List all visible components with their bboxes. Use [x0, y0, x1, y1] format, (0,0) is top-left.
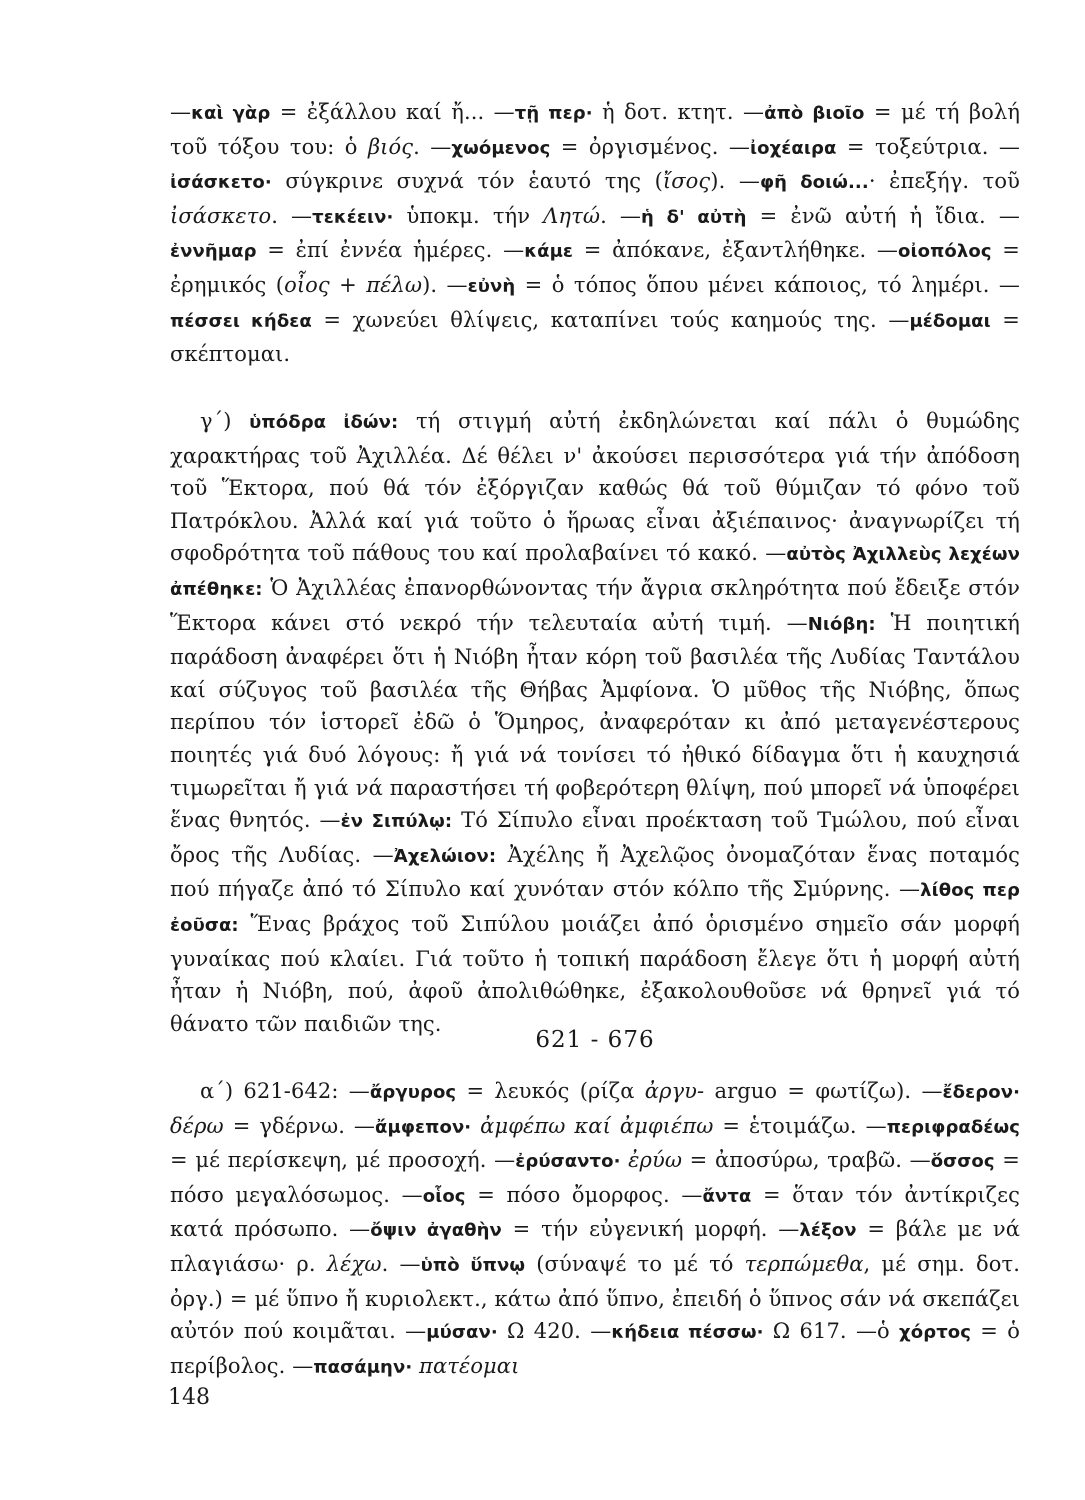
commentary-paragraph-2 [170, 405, 1020, 1040]
body-text: = ὁ τόπος ὅπου μένει κάποιος, τό λημέρι. — [515, 272, 1020, 297]
body-text: ). — [710, 169, 760, 194]
body-text: = μέ περίσκεψη, μέ προσοχή. — [170, 1148, 516, 1173]
italic-text: δέρω [170, 1113, 224, 1138]
lemma-term: μύσαν· [426, 1322, 498, 1344]
lemma-term: λίθος περ ἐοῦσα: [170, 880, 1020, 936]
body-text: = ἐπί ἐννέα ἡμέρες. — [256, 238, 525, 263]
body-text: = ἑτοιμάζω. — [713, 1113, 887, 1138]
lemma-term: ἡ δ' αὐτὴ [641, 206, 747, 228]
lemma-term: ἰοχέαιρα [750, 137, 837, 159]
body-text: . — [600, 203, 642, 228]
commentary-paragraph-3 [170, 1075, 1020, 1384]
body-text: = ἐνῶ αὐτή ἡ ἴδια. — [746, 203, 1021, 228]
body-text: Ὁ Ἀχιλλέας ἐπανορθώνοντας τήν ἄγρια σκληρότητα πού ἔδειξε στόν Ἕκτορα κάνει στό νεκρό τήν τελευταία αὐτή τιμή. — [170, 575, 1020, 635]
lemma-term: οἷος [422, 1185, 466, 1207]
lemma-term: πέσσει κήδεα [170, 310, 312, 332]
body-text: = ἐξάλλου καί ἤ... — [270, 100, 515, 124]
italic-text: λέχω [326, 1251, 382, 1276]
italic-text: ἀμφέπω καί ἀμφιέπω [480, 1113, 714, 1138]
body-text: · ἐπεξήγ. τοῦ [868, 169, 1020, 194]
lemma-term: κήδεια πέσσω· [611, 1322, 764, 1344]
lemma-term: ἰσάσκετο· [170, 172, 272, 194]
page-number: 148 [168, 1385, 210, 1410]
lemma-term: ὑπόδρα ἰδών: [249, 412, 399, 433]
body-text: . — [271, 203, 313, 228]
body-text: . — [381, 1251, 421, 1276]
body-text: = τήν εὐγενική μορφή. — [501, 1217, 800, 1242]
body-text: = ὁ περίβολος. — [170, 1319, 1020, 1378]
italic-text: τερπώμεθα [744, 1251, 864, 1276]
body-text: = ἀπόκανε, ἐξαντλήθηκε. — [573, 238, 899, 263]
body-text: arguo = φωτίζω). — [704, 1079, 943, 1103]
body-text: ). — [422, 272, 468, 297]
lemma-term: τεκέειν· [312, 206, 394, 228]
lemma-term: καὶ γὰρ [191, 103, 271, 124]
body-text: σύγκρινε συχνά τόν ἑαυτό της ( [271, 169, 663, 194]
lemma-term: ἔδερον· [942, 1082, 1021, 1103]
italic-text: οἶος + πέλω [284, 272, 423, 297]
body-text: . — [413, 134, 452, 159]
body-text: = ὅταν τόν ἀντίκριζες κατά πρόσωπο. — [170, 1182, 1020, 1242]
lemma-term: ἐννῆμαρ [170, 241, 257, 263]
lemma-term: ὑπὸ ὕπνῳ [420, 1254, 526, 1276]
italic-text: πατέομαι [419, 1353, 520, 1378]
body-text: = ἀποσύρω, τραβῶ. — [682, 1148, 931, 1173]
italic-text: βιός [367, 134, 414, 159]
lemma-term: φῆ δοιώ... [759, 172, 869, 194]
body-text: (σύναψέ το μέ τό [525, 1251, 745, 1276]
italic-text: ἰσάσκετο [170, 203, 272, 228]
lemma-term: πασάμην· [313, 1356, 413, 1378]
body-text: = πόσο ὄμορφος. — [465, 1182, 703, 1207]
body-text: Ἕνας βράχος τοῦ Σιπύλου μοιάζει ἀπό ὁρισμένο σημεῖο σάν μορφή γυναίκας πού κλαίει. Γιά τοῦτο ἡ τοπική παράδοση ἔλεγε ὅτι ἡ μορφή αὐτή ἦταν ἡ Νιόβη, πού, ἀφοῦ ἀπολιθώθηκε, ἐξακολουθοῦσε νά θρηνεῖ γιά τό θάνατο τῶν παιδιῶν της. [170, 911, 1020, 1036]
body-text: = ἐρημικός ( [170, 238, 1020, 297]
body-text: ἡ δοτ. κτητ. — [592, 100, 765, 124]
body-text: = πόσο μεγαλόσωμος. — [170, 1148, 1020, 1207]
lemma-term: ἐν Σιπύλῳ: [340, 811, 453, 833]
lemma-term: Νιόβη: [807, 613, 876, 635]
lemma-term: χωόμενος [451, 137, 551, 159]
lemma-term: ἄμφεπον· [375, 1116, 472, 1138]
italic-text: ἐρύω [628, 1148, 683, 1173]
body-text: = χωνεύει θλίψεις, καταπίνει τούς καημούς της. — [311, 307, 910, 332]
italic-text: Λητώ [543, 203, 601, 228]
section-heading: 621 - 676 [535, 1027, 655, 1053]
body-text: γ΄) [200, 409, 250, 433]
body-text: = γδέρνω. — [223, 1113, 376, 1138]
lemma-term: χόρτος [899, 1322, 972, 1344]
lemma-term: Ἀχελώιον: [393, 845, 497, 867]
body-text: , μέ σημ. δοτ. ὀργ.) = μέ ὕπνο ἤ κυριολεκτ., κάτω ἀπό ὕπνο, ἐπειδή ὁ ὕπνος σάν νά σκεπάζει αὐτόν πού κοιμᾶται. — [170, 1251, 1020, 1344]
body-text: — [170, 100, 192, 124]
lemma-term: ἐρύσαντο· [515, 1151, 621, 1173]
body-text: = σκέπτομαι. [170, 307, 1020, 367]
lemma-term: ὄψιν ἀγαθὴν [370, 1220, 502, 1242]
body-text: Ἡ ποιητική παράδοση ἀναφέρει ὅτι ἡ Νιόβη ἦταν κόρη τοῦ βασιλέα τῆς Λυδίας Ταντάλου καί σύζυγος τοῦ βασιλέα τῆς Θήβας Ἀμφίονα. Ὁ μῦθος τῆς Νιόβης, ὅπως περίπου τόν ἱστορεῖ ἐδῶ ὁ Ὅμηρος, ἀναφερόταν κι ἀπό μεταγενέστερους ποιητές γιά δυό λόγους: ἤ γιά νά τονίσει τό ἠθικό δίδαγμα ὅτι ἡ καυχησιά τιμωρεῖται ἤ γιά νά παραστήσει τή φοβερότερη θλίψη, πού μπορεῖ νά ὑποφέρει ἕνας θνητός. — [170, 610, 1020, 833]
italic-text: ἀργυ- [644, 1079, 705, 1103]
italic-text: ἴσος [662, 169, 711, 194]
body-text [471, 1114, 480, 1138]
lemma-term: ὅσσος [930, 1151, 995, 1173]
lemma-term: περιφραδέως [886, 1116, 1020, 1138]
lemma-term: λέξον [799, 1220, 857, 1242]
lemma-term: ἀπὸ βιοῖο [764, 103, 865, 124]
lemma-term: τῇ περ· [514, 103, 593, 124]
body-text: Τό Σίπυλο εἶναι προέκταση τοῦ Τμώλου, πού εἶναι ὄρος τῆς Λυδίας. — [170, 808, 1021, 867]
body-text: = ὀργισμένος. — [550, 134, 750, 159]
body-text: Ω 420. — [497, 1319, 612, 1344]
lemma-term: αὐτὸς Ἀχιλλεὺς λεχέων ἀπέθηκε: [170, 544, 1020, 600]
body-text: τή στιγμή αὐτή ἐκδηλώνεται καί πάλι ὁ θυμώδης χαρακτήρας τοῦ Ἀχιλλέα. Δέ θέλει ν' ἀκούσει περισσότερα γιά τήν ἀπόδοση τοῦ Ἕκτορα, πού θά τόν ἐξόργιζαν καθώς θά τοῦ θύμιζαν τό φόνο τοῦ Πατρόκλου. Ἀλλά καί γιά τοῦτο ὁ ἥρωας εἶναι ἀξιέπαινος· ἀναγνωρίζει τή σφοδρότητα τοῦ πάθους του καί προλαβαίνει τό κακό. — [170, 409, 1021, 566]
body-text: Ω 617. —ὁ [763, 1319, 900, 1344]
body-text: = μέ τή βολή τοῦ τόξου του: ὁ [170, 100, 1020, 159]
commentary-paragraph-1 [170, 96, 1020, 371]
lemma-term: μέδομαι [909, 310, 991, 332]
body-text: α΄) 621-642: — [200, 1079, 370, 1103]
lemma-term: εὐνὴ [467, 275, 516, 297]
lemma-term: ἄργυρος [369, 1082, 457, 1103]
lemma-term: οἰοπόλος [898, 241, 992, 263]
lemma-term: ἄντα [702, 1185, 752, 1207]
body-text: = τοξεύτρια. — [836, 134, 1020, 159]
body-text: ὑποκμ. τήν [393, 203, 544, 228]
body-text: = βάλε με νά πλαγιάσω· ρ. [170, 1217, 1020, 1276]
body-text: Ἀχέλης ἤ Ἀχελῷος ὀνομαζόταν ἕνας ποταμός πού πήγαζε ἀπό τό Σίπυλο καί χυνόταν στόν κόλπο τῆς Σμύρνης. — [170, 842, 1021, 902]
body-text [621, 1148, 629, 1172]
lemma-term: κάμε [524, 241, 574, 263]
body-text: = λευκός (ρίζα [456, 1079, 645, 1103]
